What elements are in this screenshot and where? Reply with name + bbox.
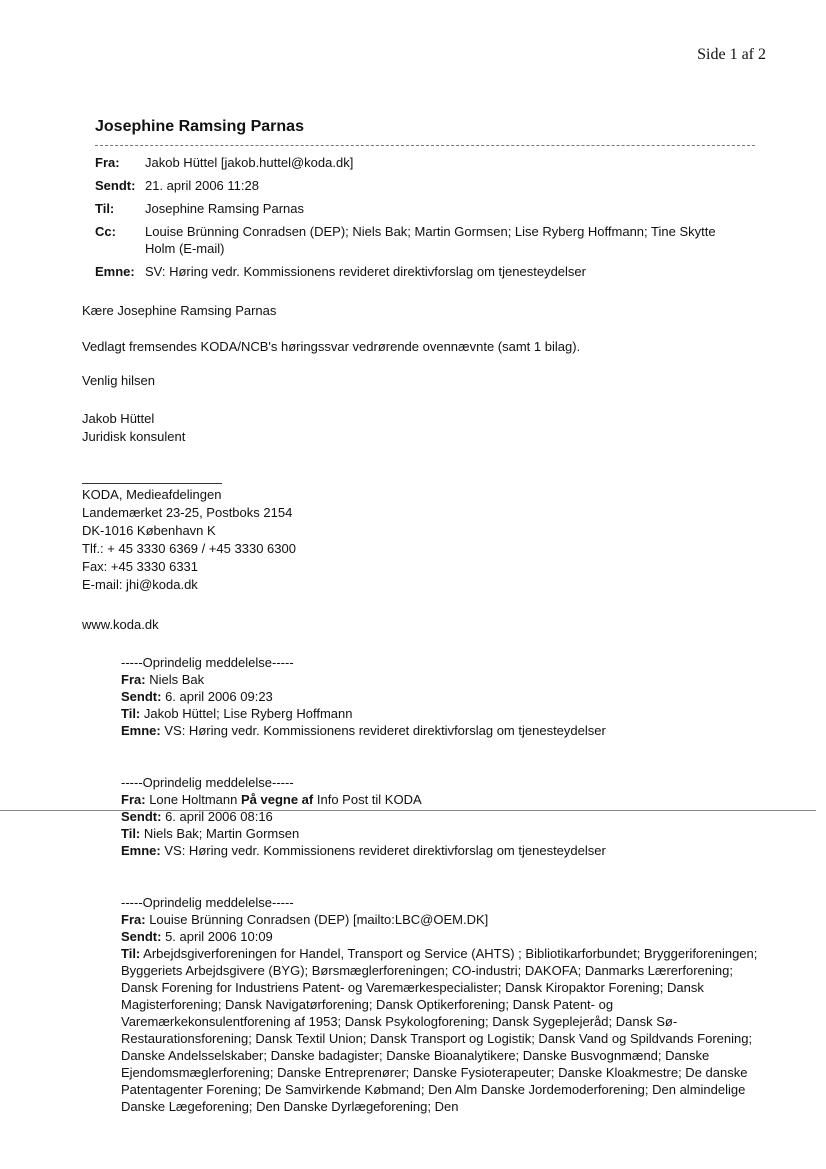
signature-address2: DK-1016 København K	[82, 523, 216, 538]
forward-from: Fra: Niels Bak	[121, 672, 205, 687]
signature-block	[82, 486, 296, 594]
to-label: Til:	[95, 201, 115, 216]
forward-message-1	[121, 654, 761, 739]
signature-org: KODA, Medieafdelingen	[82, 487, 222, 502]
email-header	[95, 154, 735, 286]
forward-subject: Emne: VS: Høring vedr. Kommissionens revideret direktivforslag om tjenesteydelser	[121, 843, 606, 858]
forward-to: Til: Arbejdsgiverforeningen for Handel, Transport og Service (AHTS) ; Bibliotikarforbundet; Bryggeriforeningen; Byggeriets Arbejdsgivere (BYG); Børsmæglerforeningen; CO-industri; DAKOFA; Danmarks Lærerforening; Dansk Forening for Industriens Patent- og Varemærkespecialister; Dansk Kiropaktor Forening; Dansk Magisterforening; Dansk Navigatørforening; Dansk Optikerforening; Dansk Patent- og Varemærkekonsulentforening af 1953; Dansk Psykologforening; Dansk Sygeplejeråd; Dansk Sø-Restaurationsforening; Dansk Textil Union; Dansk Transport og Logistik; Dansk Vand og Spildvands Forening; Danske Andelsselskaber; Danske badagister; Danske Bioanalytikere; Danske Busvognmænd; Danske Ejendomsmæglerforening; Danske Entreprenører; Danske Fysioterapeuter; Danske Kloakmestre; De danske Patentagenter Forening; De Samvirkende Købmand; Den Alm Danske Jordemoderforening; Den almindelige Danske Lægeforening; Den Danske Dyrlægeforening; Den	[121, 946, 758, 1114]
forward-message-2	[121, 774, 761, 859]
header-subject-row	[95, 263, 735, 280]
signature-phone: Tlf.: + 45 3330 6369 / +45 3330 6300	[82, 541, 296, 556]
greeting: Kære Josephine Ramsing Parnas	[82, 303, 277, 318]
from-value: Jakob Hüttel [jakob.huttel@koda.dk]	[145, 155, 354, 170]
header-sent-row	[95, 177, 735, 194]
subject-value: SV: Høring vedr. Kommissionens revideret direktivforslag om tjenesteydelser	[145, 264, 586, 279]
cc-value: Louise Brünning Conradsen (DEP); Niels Bak; Martin Gormsen; Lise Ryberg Hoffmann; Tine Skytte Holm (E-mail)	[145, 224, 716, 256]
title-divider	[95, 145, 755, 146]
signature-divider	[82, 483, 222, 484]
sender-name: Jakob Hüttel	[82, 411, 155, 426]
signature-address1: Landemærket 23-25, Postboks 2154	[82, 505, 293, 520]
page-number: Side 1 af 2	[697, 46, 766, 63]
forward-to: Til: Niels Bak; Martin Gormsen	[121, 826, 300, 841]
scan-artifact-line	[0, 810, 816, 811]
body-text: Vedlagt fremsendes KODA/NCB's høringssvar vedrørende ovennævnte (samt 1 bilag).	[82, 339, 581, 354]
sender-role: Juridisk konsulent	[82, 429, 186, 444]
sent-value: 21. april 2006 11:28	[145, 178, 259, 193]
signature-web[interactable]: www.koda.dk	[82, 617, 159, 632]
header-cc-row	[95, 223, 735, 257]
signature-email[interactable]: E-mail: jhi@koda.dk	[82, 577, 198, 592]
forward-from: Fra: Lone Holtmann På vegne af Info Post til KODA	[121, 792, 422, 807]
from-label: Fra:	[95, 155, 120, 170]
to-value: Josephine Ramsing Parnas	[145, 201, 304, 216]
forward-message-3	[121, 894, 761, 1115]
forward-separator: -----Oprindelig meddelelse-----	[121, 895, 294, 910]
signature-fax: Fax: +45 3330 6331	[82, 559, 199, 574]
header-from-row	[95, 154, 735, 171]
cc-label: Cc:	[95, 224, 116, 239]
forward-to: Til: Jakob Hüttel; Lise Ryberg Hoffmann	[121, 706, 353, 721]
header-to-row	[95, 200, 735, 217]
forward-sent: Sendt: 5. april 2006 10:09	[121, 929, 273, 944]
forward-sent: Sendt: 6. april 2006 08:16	[121, 809, 273, 824]
forward-separator: -----Oprindelig meddelelse-----	[121, 775, 294, 790]
sent-label: Sendt:	[95, 178, 136, 193]
forward-subject: Emne: VS: Høring vedr. Kommissionens revideret direktivforslag om tjenesteydelser	[121, 723, 606, 738]
mail-title: Josephine Ramsing Parnas	[95, 118, 304, 135]
forward-sent: Sendt: 6. april 2006 09:23	[121, 689, 273, 704]
forward-from: Fra: Louise Brünning Conradsen (DEP) [mailto:LBC@OEM.DK]	[121, 912, 489, 927]
forward-separator: -----Oprindelig meddelelse-----	[121, 655, 294, 670]
subject-label: Emne:	[95, 264, 135, 279]
closing: Venlig hilsen	[82, 373, 155, 388]
